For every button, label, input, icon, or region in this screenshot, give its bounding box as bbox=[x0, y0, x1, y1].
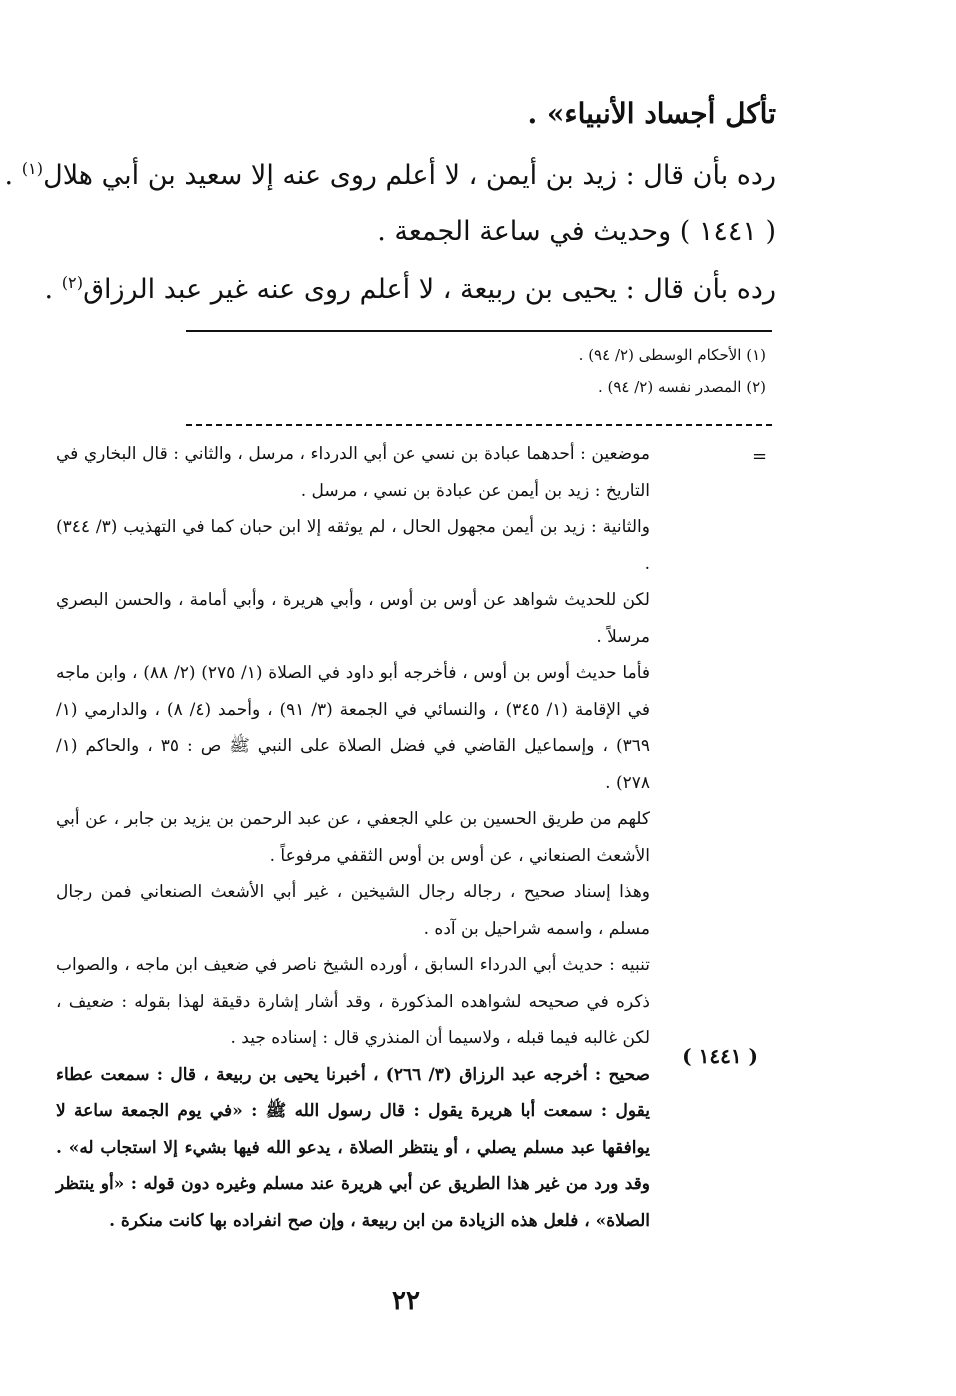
commentary-paragraph-5: كلهم من طريق الحسين بن علي الجعفي ، عن عبد الرحمن بن يزيد بن جابر ، عن أبي الأشعث الصنعاني ، عن أوس بن أوس الثقفي مرفوعاً . bbox=[56, 809, 650, 866]
page-number: ٢٢ bbox=[392, 1286, 420, 1316]
main-text-line-3 bbox=[45, 275, 776, 303]
main-text-line-1 bbox=[5, 161, 776, 189]
continuation-mark: = bbox=[752, 446, 768, 467]
section-heading: تأكل أجساد الأنبياء» . bbox=[527, 97, 776, 130]
commentary-paragraph-2: والثانية : زيد بن أيمن مجهول الحال ، لم يوثقه إلا ابن حبان كما في التهذيب (٣/ ٣٤٤) . bbox=[56, 517, 650, 574]
main-text-line-2: ( ١٤٤١ ) وحديث في ساعة الجمعة . bbox=[377, 216, 776, 247]
commentary-paragraph-7: تنبيه : حديث أبي الدرداء السابق ، أورده الشيخ ناصر في ضعيف ابن ماجه ، والصواب ذكره في صحيحه لشواهده المذكورة ، وقد أشار إشارة دقيقة لهذا بقوله : ضعيف ، لكن غالبه فيما قبله ، ولاسيما أن المنذري قال : إسناده جيد . bbox=[56, 955, 650, 1048]
footnote-ref-2: (٢) bbox=[61, 273, 84, 292]
commentary-paragraph-3: لكن للحديث شواهد عن أوس بن أوس ، وأبي هريرة ، وأبي أمامة ، والحسن البصري مرسلاً . bbox=[56, 590, 650, 647]
hadith-takhrij-paragraph: صحيح : أخرجه عبد الرزاق (٣/ ٢٦٦) ، أخبرنا يحيى بن ربيعة ، قال : سمعت عطاء يقول : سمعت أبا هريرة يقول : قال رسول الله ﷺ : «في يوم الجمعة ساعة لا يوافقها عبد مسلم يصلي ، أو ينتظر الصلاة ، يدعو الله فيها بشيء إلا استجاب له» . وقد ورد من غير هذا الطريق عن أبي هريرة عند مسلم وغيره دون قوله : «أو ينتظر الصلاة» ، فلعل هذه الزيادة من ابن ربيعة ، وإن صح انفراده بها كانت منكرة . bbox=[56, 1064, 650, 1231]
hadith-entry-number: ( ١٤٤١ ) bbox=[682, 1044, 758, 1068]
commentary-paragraph-4: فأما حديث أوس بن أوس ، فأخرجه أبو داود في الصلاة (١/ ٢٧٥) (٢/ ٨٨) ، وابن ماجه في الإقامة (١/ ٣٤٥) ، والنسائي في الجمعة (٣/ ٩١) ، وأحمد (٤/ ٨) ، والدارمي (١/ ٣٦٩) ، وإسماعيل القاضي في فضل الصلاة على النبي ﷺ ص : ٣٥ ، والحاكم (١/ ٢٧٨) . bbox=[56, 663, 650, 793]
footnote-separator bbox=[186, 330, 772, 332]
commentary-paragraph-6: وهذا إسناد صحيح ، رجاله رجال الشيخين ، غير أبي الأشعث الصنعاني فمن رجال مسلم ، واسمه شراحيل بن آده . bbox=[56, 882, 650, 939]
commentary-body bbox=[56, 436, 650, 1239]
main-text-line-1-end: . bbox=[4, 160, 22, 191]
commentary-paragraph-1: موضعين : أحدهما عبادة بن نسي عن أبي الدرداء ، مرسل ، والثاني : قال البخاري في التاريخ : زيد بن أيمن عن عبادة بن نسي ، مرسل . bbox=[56, 444, 650, 501]
footnote-ref-1: (١) bbox=[21, 159, 44, 178]
main-text-line-3-end: . bbox=[44, 274, 62, 305]
main-text-line-1-text: رده بأن قال : زيد بن أيمن ، لا أعلم روى عنه إلا سعيد بن أبي هلال bbox=[43, 160, 776, 191]
commentary-separator bbox=[186, 424, 772, 426]
footnote-1: (١) الأحكام الوسطى (٢/ ٩٤) . bbox=[578, 346, 766, 364]
footnote-2: (٢) المصدر نفسه (٢/ ٩٤) . bbox=[597, 378, 766, 396]
main-text-line-3-text: رده بأن قال : يحيى بن ربيعة ، لا أعلم روى عنه غير عبد الرزاق bbox=[83, 274, 776, 305]
